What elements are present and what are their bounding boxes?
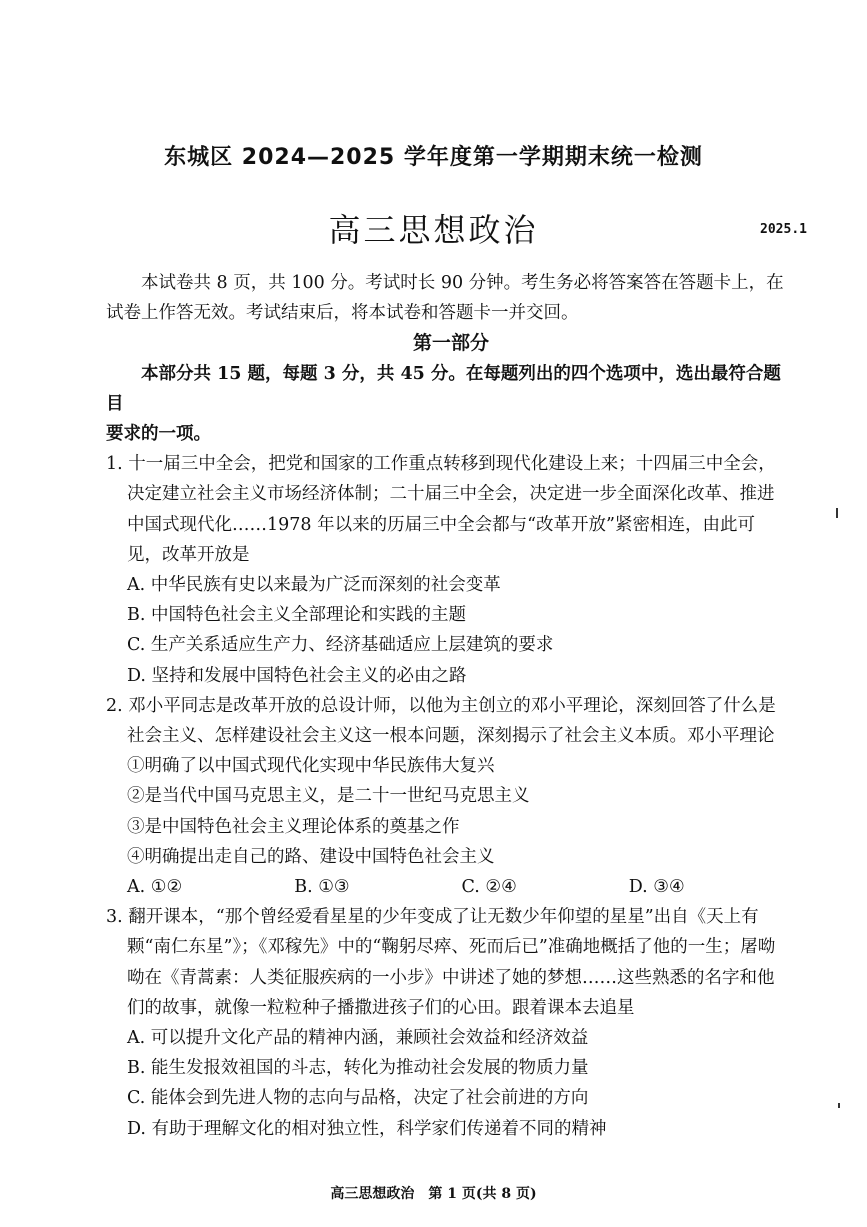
question-1-option-c: C. 生产关系适应生产力、经济基础适应上层建筑的要求: [127, 635, 554, 656]
question-3-stem-line: 呦在《青蒿素：人类征服疾病的一小步》中讲述了她的梦想……这些熟悉的名字和他: [127, 967, 775, 988]
question-2-stem-line: 2. 邓小平同志是改革开放的总设计师，以他为主创立的邓小平理论，深刻回答了什么是: [106, 695, 776, 716]
question-2: [106, 691, 796, 902]
question-1-stem-line: 决定建立社会主义市场经济体制；二十届三中全会，决定进一步全面深化改革、推进: [127, 484, 775, 505]
question-1-stem-line: 中国式现代化……1978 年以来的历届三中全会都与“改革开放”紧密相连，由此可: [127, 514, 755, 535]
question-2-choice-d: D. ③④: [628, 877, 685, 898]
exam-content: [106, 268, 796, 1144]
exam-date: 2025.1: [760, 222, 807, 237]
question-3-option-b: B. 能生发报效祖国的斗志，转化为推动社会发展的物质力量: [127, 1058, 589, 1079]
question-2-choices: [106, 872, 796, 902]
question-2-item-4: ④明确提出走自己的路、建设中国特色社会主义: [127, 846, 495, 867]
instructions-line-1: 本试卷共 8 页，共 100 分。考试时长 90 分钟。考生务必将答案答在答题卡上，在: [141, 273, 784, 293]
question-3-stem-line: 们的故事，就像一粒粒种子播撒进孩子们的心田。跟着课本去追星: [127, 997, 635, 1018]
question-2-item-3: ③是中国特色社会主义理论体系的奠基之作: [127, 816, 460, 837]
question-1: [106, 449, 796, 691]
question-3-option-d: D. 有助于理解文化的相对独立性，科学家们传递着不同的精神: [127, 1118, 607, 1139]
scan-speck: [838, 1103, 840, 1108]
question-2-item-1: ①明确了以中国式现代化实现中华民族伟大复兴: [127, 756, 495, 777]
instructions-line-2: 试卷上作答无效。考试结束后，将本试卷和答题卡一并交回。: [106, 303, 579, 324]
part-one-intro-2: 要求的一项。: [106, 424, 211, 445]
question-3-stem-line: 颗“南仁东星”》；《邓稼先》中的“鞠躬尽瘁、死而后已”准确地概括了他的一生；屠呦: [127, 937, 776, 958]
question-2-choice-c: C. ②④: [461, 877, 517, 898]
question-1-stem-line: 1. 十一届三中全会，把党和国家的工作重点转移到现代化建设上来；十四届三中全会，: [106, 454, 776, 475]
subject-title: 高三思想政治: [328, 211, 539, 249]
page-footer: 高三思想政治 第 1 页(共 8 页): [330, 1186, 537, 1202]
question-2-choice-a: A. ①②: [127, 877, 183, 898]
exam-title: 东城区 2024—2025 学年度第一学期期末统一检测: [164, 145, 703, 170]
question-3-stem-line: 3. 翻开课本，“那个曾经爱看星星的少年变成了让无数少年仰望的星星”出自《天上有: [106, 907, 759, 928]
question-3-option-c: C. 能体会到先进人物的志向与品格，决定了社会前进的方向: [127, 1088, 589, 1109]
scan-speck: [836, 508, 838, 518]
question-1-stem-line: 见，改革开放是: [127, 544, 250, 565]
question-1-option-a: A. 中华民族有史以来最为广泛而深刻的社会变革: [127, 575, 501, 596]
part-one-intro-1: 本部分共 15 题，每题 3 分，共 45 分。在每题列出的四个选项中，选出最符合题目: [106, 363, 781, 414]
question-2-item-2: ②是当代中国马克思主义，是二十一世纪马克思主义: [127, 786, 530, 807]
question-2-choice-b: B. ①③: [294, 877, 350, 898]
part-one-title: 第一部分: [412, 332, 489, 355]
question-3-option-a: A. 可以提升文化产品的精神内涵，兼顾社会效益和经济效益: [127, 1028, 589, 1049]
question-2-stem-line: 社会主义、怎样建设社会主义这一根本问题，深刻揭示了社会主义本质。邓小平理论: [127, 726, 775, 747]
question-1-option-d: D. 坚持和发展中国特色社会主义的必由之路: [127, 665, 467, 686]
question-3: [106, 902, 796, 1144]
question-1-option-b: B. 中国特色社会主义全部理论和实践的主题: [127, 605, 466, 626]
